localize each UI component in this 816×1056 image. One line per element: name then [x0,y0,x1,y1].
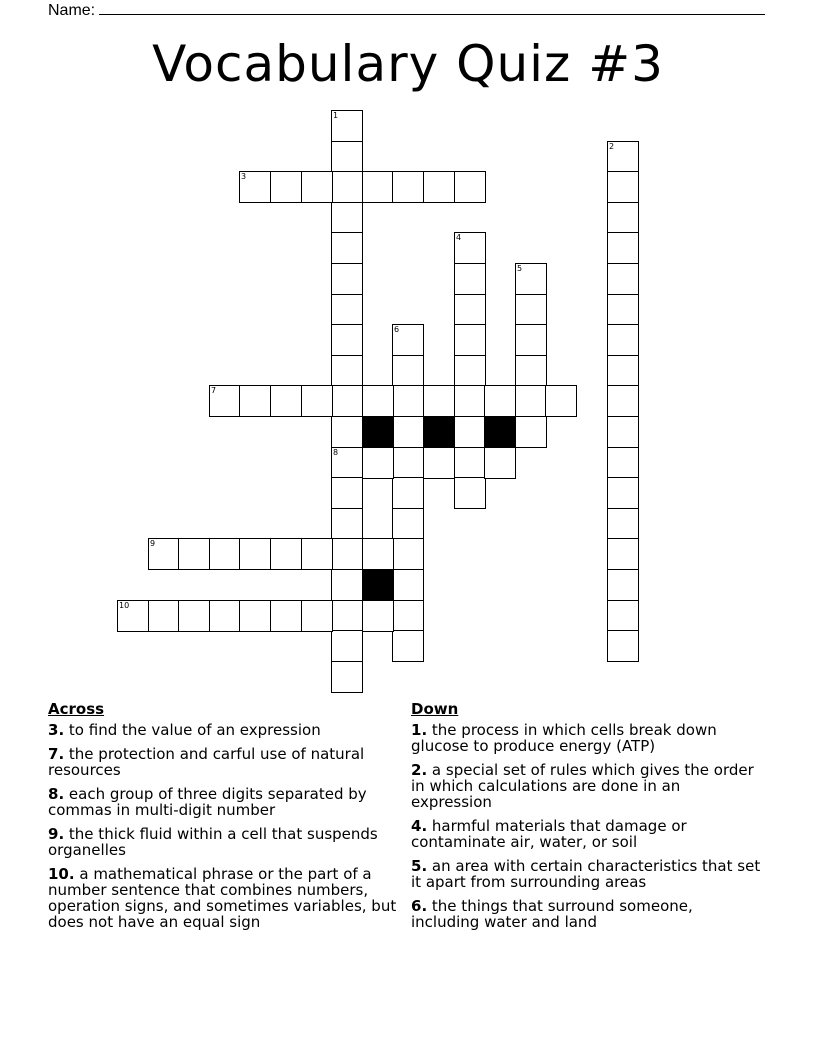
page-title: Vocabulary Quiz #3 [152,35,664,93]
grid-cell[interactable] [301,538,333,570]
grid-cell[interactable] [607,508,639,540]
across-clues [48,700,408,938]
grid-cell[interactable] [454,324,486,356]
grid-cell[interactable] [178,600,210,632]
grid-cell[interactable] [117,600,149,632]
grid-cell[interactable] [515,294,547,326]
grid-cell[interactable] [515,263,547,295]
grid-cell[interactable] [331,385,363,417]
grid-cell[interactable] [270,600,302,632]
grid-cell[interactable] [331,263,363,295]
grid-cell[interactable] [607,355,639,387]
grid-cell[interactable] [209,600,241,632]
grid-cell[interactable] [178,538,210,570]
black-cell [362,569,394,601]
across-clue-3: 3. to find the value of an expression [48,721,321,739]
grid-cell[interactable] [607,600,639,632]
grid-cell[interactable] [362,600,394,632]
grid-cell[interactable] [209,538,241,570]
grid-cell[interactable] [392,538,424,570]
grid-cell[interactable] [270,385,302,417]
grid-cell[interactable] [392,630,424,662]
grid-cell[interactable] [484,385,516,417]
grid-cell[interactable] [454,294,486,326]
clue-number: 4 [456,233,462,242]
grid-cell[interactable] [607,141,639,173]
grid-cell[interactable] [392,324,424,356]
grid-cell[interactable] [239,538,271,570]
down-clue-5: 5. an area with certain characteristics that set it apart from surrounding areas [411,857,761,891]
grid-cell[interactable] [392,416,424,448]
grid-cell[interactable] [331,324,363,356]
grid-cell[interactable] [454,385,486,417]
down-clue-2: 2. a special set of rules which gives the order in which calculations are done in an expression [411,761,754,811]
grid-cell[interactable] [362,447,394,479]
clue-number: 3 [241,172,247,181]
clue-number: 8 [333,448,339,457]
grid-cell[interactable] [392,477,424,509]
clue-number: 6 [394,325,400,334]
across-clue-7: 7. the protection and carful use of natural resources [48,745,365,779]
name-label: Name: [48,2,96,19]
grid-cell[interactable] [515,416,547,448]
across-clue-10: 10. a mathematical phrase or the part of a number sentence that combines numbers, operation signs, and sometimes variables, but does not have an equal sign [48,865,397,931]
grid-cell[interactable] [423,447,455,479]
grid-cell[interactable] [270,538,302,570]
grid-cell[interactable] [301,385,333,417]
grid-cell[interactable] [454,416,486,448]
grid-cell[interactable] [331,416,363,448]
down-heading: Down [411,700,459,718]
grid-cell[interactable] [331,661,363,693]
grid-cell[interactable] [148,538,180,570]
grid-cell[interactable] [607,232,639,264]
across-clue-8: 8. each group of three digits separated by commas in multi-digit number [48,785,367,819]
grid-cell[interactable] [392,600,424,632]
down-clue-1: 1. the process in which cells break down glucose to produce energy (ATP) [411,721,717,755]
grid-cell[interactable] [331,202,363,234]
grid-cell[interactable] [545,385,577,417]
down-clue-6: 6. the things that surround someone, including water and land [411,897,693,931]
grid-cell[interactable] [515,355,547,387]
across-heading: Across [48,700,105,718]
grid-cell[interactable] [331,600,363,632]
grid-cell[interactable] [607,416,639,448]
across-clue-9: 9. the thick fluid within a cell that suspends organelles [48,825,378,859]
grid-cell[interactable] [392,385,424,417]
grid-cell[interactable] [331,171,363,203]
clue-number: 5 [517,264,523,273]
grid-cell[interactable] [362,171,394,203]
grid-cell[interactable] [392,355,424,387]
grid-cell[interactable] [239,385,271,417]
grid-cell[interactable] [331,569,363,601]
grid-cell[interactable] [392,447,424,479]
clue-number: 2 [609,142,615,151]
grid-cell[interactable] [331,447,363,479]
black-cell [362,416,394,448]
grid-cell[interactable] [301,171,333,203]
grid-cell[interactable] [607,385,639,417]
grid-cell[interactable] [607,569,639,601]
clue-number: 10 [119,601,130,610]
grid-cell[interactable] [331,141,363,173]
grid-cell[interactable] [484,447,516,479]
grid-cell[interactable] [362,538,394,570]
grid-cell[interactable] [392,171,424,203]
grid-cell[interactable] [423,385,455,417]
grid-cell[interactable] [607,324,639,356]
grid-cell[interactable] [607,263,639,295]
grid-cell[interactable] [454,263,486,295]
grid-cell[interactable] [392,569,424,601]
grid-cell[interactable] [331,508,363,540]
grid-cell[interactable] [331,294,363,326]
black-cell [423,416,455,448]
grid-cell[interactable] [454,232,486,264]
grid-cell[interactable] [209,385,241,417]
grid-cell[interactable] [515,385,547,417]
grid-cell[interactable] [607,202,639,234]
grid-cell[interactable] [239,600,271,632]
grid-cell[interactable] [270,171,302,203]
down-clue-4: 4. harmful materials that damage or contaminate air, water, or soil [411,817,687,851]
grid-cell[interactable] [454,477,486,509]
grid-cell[interactable] [607,630,639,662]
down-clues [411,700,761,938]
grid-cell[interactable] [331,232,363,264]
clue-number: 7 [211,386,217,395]
grid-cell[interactable] [331,355,363,387]
grid-cell[interactable] [392,508,424,540]
grid-cell[interactable] [607,538,639,570]
grid-cell[interactable] [148,600,180,632]
grid-cell[interactable] [423,171,455,203]
grid-cell[interactable] [607,294,639,326]
clue-number: 9 [150,539,156,548]
black-cell [484,416,516,448]
grid-cell[interactable] [454,447,486,479]
grid-cell[interactable] [331,110,363,142]
clue-number: 1 [333,111,339,120]
grid-cell[interactable] [331,538,363,570]
grid-cell[interactable] [301,600,333,632]
grid-cell[interactable] [239,171,271,203]
grid-cell[interactable] [607,447,639,479]
grid-cell[interactable] [331,630,363,662]
grid-cell[interactable] [362,385,394,417]
grid-cell[interactable] [607,477,639,509]
grid-cell[interactable] [454,355,486,387]
grid-cell[interactable] [331,477,363,509]
grid-cell[interactable] [454,171,486,203]
grid-cell[interactable] [515,324,547,356]
grid-cell[interactable] [607,171,639,203]
